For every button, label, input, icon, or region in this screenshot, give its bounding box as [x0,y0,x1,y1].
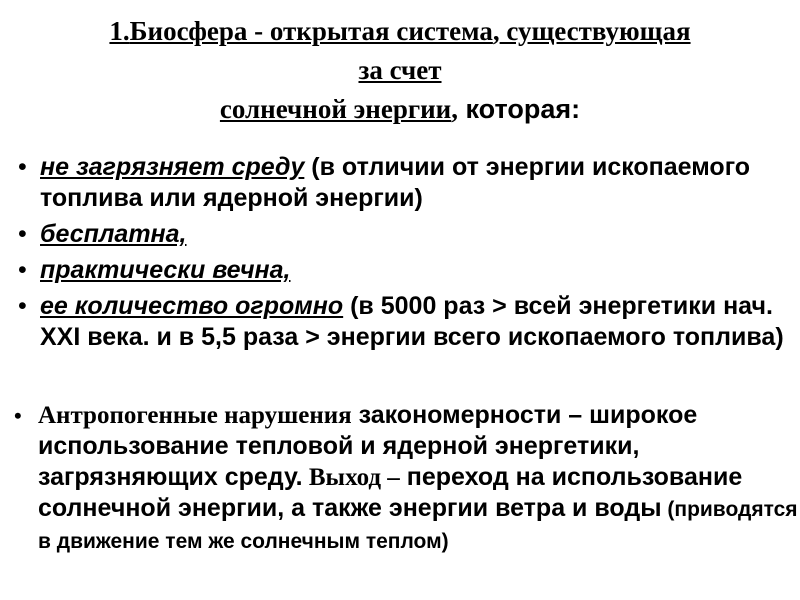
title-comma: , [492,16,500,46]
title-line-1 [0,12,800,51]
note-paragraph [14,400,800,557]
note-bullet-icon: • [14,403,22,428]
bullet-list [18,152,788,358]
note-small-text: (приводятся в движение тем же солнечным теплом) [38,498,798,553]
title-text-rest: существующая [499,16,691,46]
title-number: 1. [109,16,130,46]
slide-title [0,12,800,129]
bullet-emphasis: бесплатна, [40,220,187,248]
note-text-1: закономерности – широкое использование тепловой и ядерной энергетики, загрязняющих среду. [38,401,698,491]
note-anthropogenic: Антропогенные нарушения [38,402,352,429]
title-text-line2: за счет [358,55,442,85]
note-text-2: переход на использование солнечной энергии, а также энергии ветра и воды [38,463,743,522]
bullet-emphasis: не загрязняет среду [40,153,305,181]
bullet-icon: • [18,256,27,284]
list-item [18,152,788,214]
bullet-emphasis: ее количество огромно [40,292,344,320]
bullet-text: (в 5000 раз > всей энергетики нач. XXI века. и в 5,5 раза > энергии всего ископаемого топлива) [40,292,784,351]
note-exit: Выход – [302,464,400,491]
title-line-3 [0,90,800,129]
bullet-icon: • [18,220,27,248]
bullet-icon: • [18,292,27,320]
title-text-line3-rest: которая: [458,94,581,124]
bullet-emphasis: практически вечна, [40,256,291,284]
title-comma-2: , [451,94,458,124]
list-item [18,219,788,250]
list-item [18,291,788,353]
title-text: Биосфера - открытая система [129,16,493,46]
list-item [18,255,788,286]
title-line-2 [0,51,800,90]
bullet-text: (в отличии от энергии ископаемого топлива или ядерной энергии) [40,153,751,212]
bullet-icon: • [18,153,27,181]
title-text-line3: солнечной энергии [219,94,452,124]
